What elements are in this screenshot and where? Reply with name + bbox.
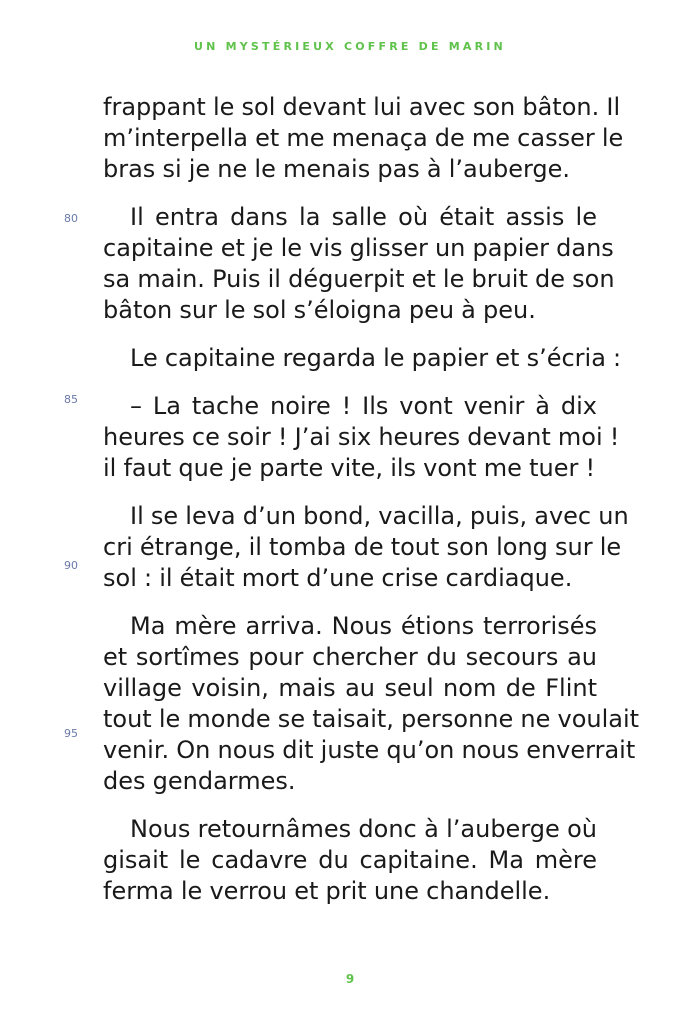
text-line: m’interpella et me menaça de me casser le [103, 124, 624, 152]
text-line: tout le monde se taisait, personne ne voulait [103, 705, 640, 733]
text-line: village voisin, mais au seul nom de Flint [103, 674, 597, 702]
text-line: – La tache noire ! Ils vont venir à dix [130, 392, 597, 420]
paragraph [103, 814, 597, 907]
text-line: heures ce soir ! J’ai six heures devant moi ! [103, 423, 620, 451]
text-line: capitaine et je le vis glisser un papier dans [103, 234, 614, 262]
page-number: 9 [345, 972, 355, 986]
text-line: il faut que je parte vite, ils vont me tuer ! [103, 454, 596, 482]
text-line: Ma mère arriva. Nous étions terrorisés [130, 612, 597, 640]
text-line: Il se leva d’un bond, vacilla, puis, avec un [130, 502, 629, 530]
text-line: Il entra dans la salle où était assis le [130, 203, 597, 231]
text-line: bâton sur le sol s’éloigna peu à peu. [103, 296, 536, 324]
body-text [103, 92, 640, 924]
paragraph [103, 202, 615, 326]
line-number-90: 90 [64, 559, 78, 572]
text-line: gisait le cadavre du capitaine. Ma mère [103, 846, 597, 874]
text-line: ferma le verrou et prit une chandelle. [103, 877, 551, 905]
text-line: sa main. Puis il déguerpit et le bruit de son [103, 265, 615, 293]
text-line: sol : il était mort d’une crise cardiaque. [103, 564, 573, 592]
text-line: venir. On nous dit juste qu’on nous enverrait [103, 736, 636, 764]
text-line: Nous retournâmes donc à l’auberge où [130, 815, 597, 843]
text-line: bras si je ne le menais pas à l’auberge. [103, 155, 571, 183]
paragraph [103, 343, 622, 374]
paragraph [103, 501, 629, 594]
line-number-80: 80 [64, 212, 78, 225]
paragraph [103, 92, 624, 185]
text-line: Le capitaine regarda le papier et s’écria : [130, 344, 622, 372]
line-number-85: 85 [64, 393, 78, 406]
text-line: des gendarmes. [103, 767, 296, 795]
line-number-95: 95 [64, 727, 78, 740]
text-line: et sortîmes pour chercher du secours au [103, 643, 597, 671]
paragraph [103, 611, 640, 797]
text-line: frappant le sol devant lui avec son bâton. Il [103, 93, 621, 121]
running-head: UN MYSTÉRIEUX COFFRE DE MARIN [194, 40, 506, 53]
text-line: cri étrange, il tomba de tout son long sur le [103, 533, 622, 561]
paragraph [103, 391, 620, 484]
